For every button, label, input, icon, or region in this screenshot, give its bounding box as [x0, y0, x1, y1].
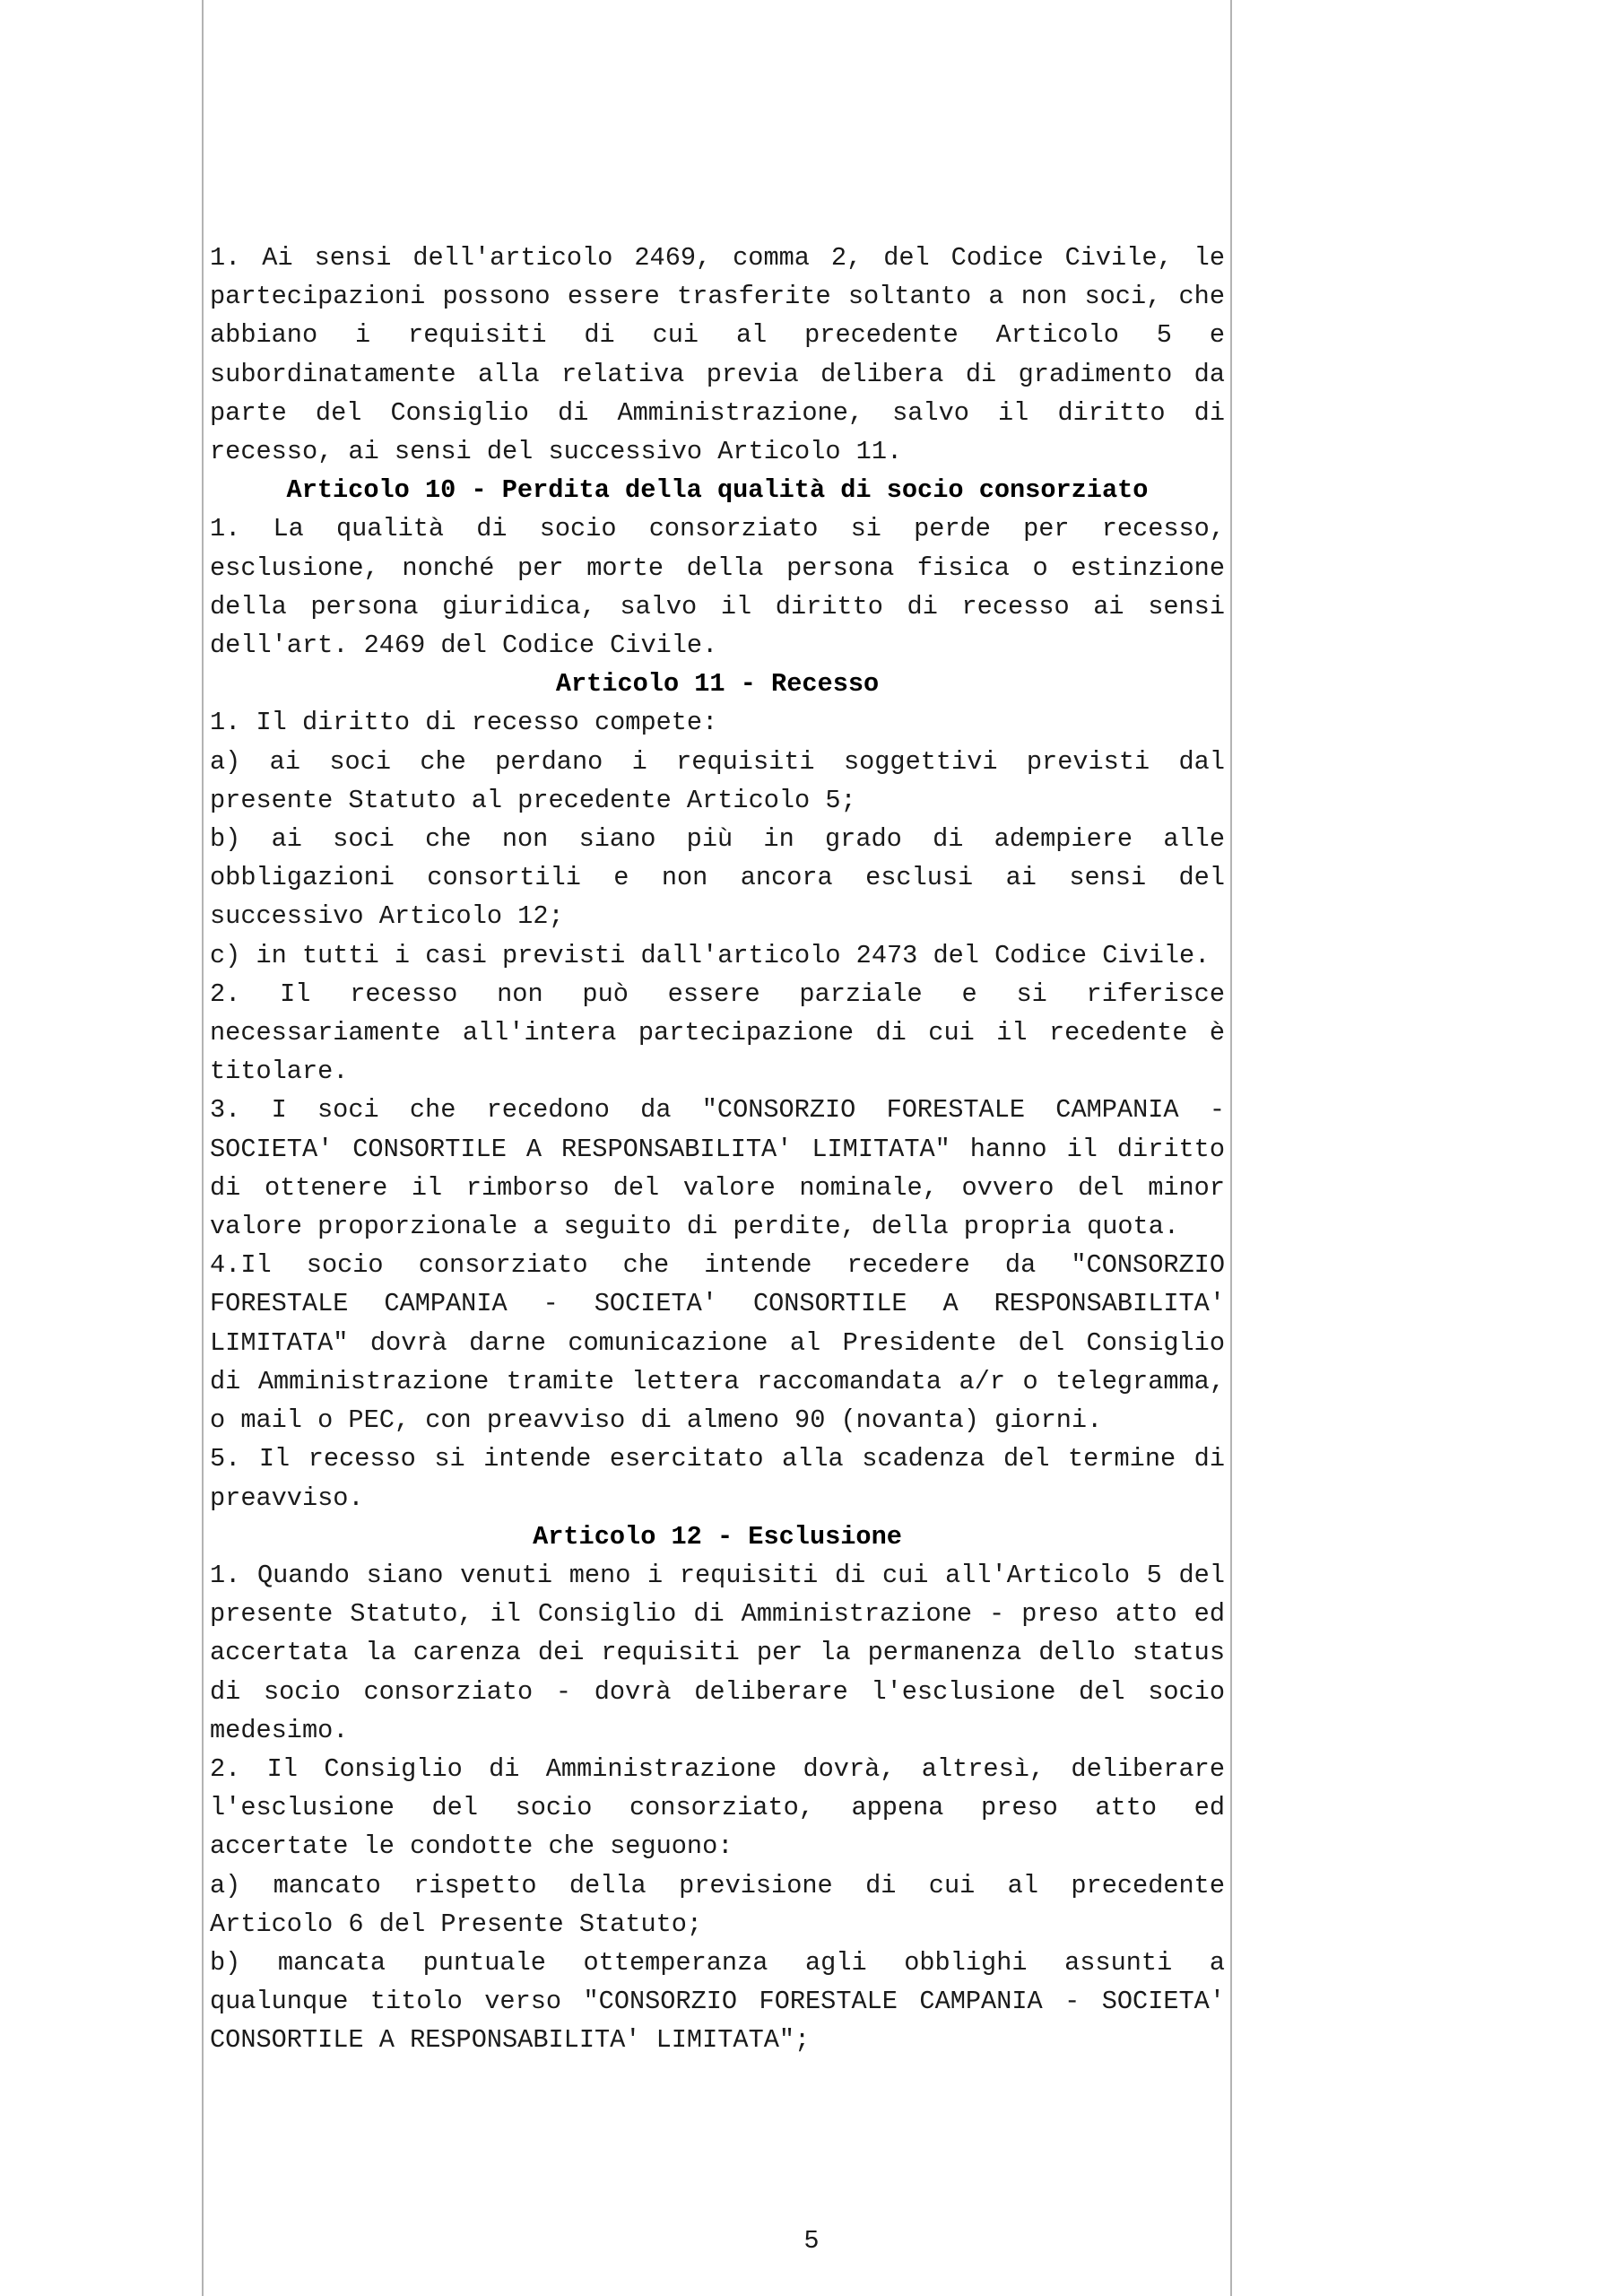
heading-articolo-12: Articolo 12 - Esclusione [533, 1521, 902, 1552]
heading-articolo-10: Articolo 10 - Perdita della qualità di socio consorziato [286, 475, 1149, 506]
paragraph-art10-1: 1. La qualità di socio consorziato si perde per recesso, esclusione, nonché per morte della persona fisica o estinzione della persona giuridica, salvo il diritto di recesso ai sensi dell'art. 2469 del Codice Civile. [210, 514, 1225, 661]
heading-articolo-11: Articolo 11 - Recesso [555, 669, 880, 700]
document-body [210, 239, 1225, 2060]
paragraph-art12-2: 2. Il Consiglio di Amministrazione dovrà, altresì, deliberare l'esclusione del socio consorziato, appena preso atto ed accertate le condotte che seguono: [210, 1753, 1225, 1862]
paragraph-art9-1: 1. Ai sensi dell'articolo 2469, comma 2, del Codice Civile, le partecipazioni possono essere trasferite soltanto a non soci, che abbiano i requisiti di cui al precedente Articolo 5 e subordinatamente alla relativa previa delibera di gradimento da parte del Consiglio di Amministrazione, salvo il diritto di recesso, ai sensi del successivo Articolo 11. [210, 243, 1225, 467]
paragraph-art11-2: 2. Il recesso non può essere parziale e si riferisce necessariamente all'intera partecipazione di cui il recedente è titolare. [210, 978, 1225, 1087]
paragraph-art11-1a: a) ai soci che perdano i requisiti soggettivi previsti dal presente Statuto al precedente Articolo 5; [210, 746, 1225, 815]
paragraph-art11-1b: b) ai soci che non siano più in grado di adempiere alle obbligazioni consortili e non ancora esclusi ai sensi del successivo Articolo 12; [210, 824, 1225, 932]
left-margin-line [202, 0, 204, 2296]
page-number: 5 [803, 2226, 820, 2256]
paragraph-art11-1c: c) in tutti i casi previsti dall'articolo 2473 del Codice Civile. [210, 940, 1211, 970]
paragraph-art11-3: 3. I soci che recedono da "CONSORZIO FORESTALE CAMPANIA - SOCIETA' CONSORTILE A RESPONSABILITA' LIMITATA" hanno il diritto di ottenere il rimborso del valore nominale, ovvero del minor valore proporzionale a seguito di perdite, della propria quota. [210, 1095, 1225, 1242]
paragraph-art12-2a: a) mancato rispetto della previsione di cui al precedente Articolo 6 del Presente Statuto; [210, 1870, 1225, 1939]
paragraph-art11-4: 4.Il socio consorziato che intende recedere da "CONSORZIO FORESTALE CAMPANIA - SOCIETA' CONSORTILE A RESPONSABILITA' LIMITATA" dovrà darne comunicazione al Presidente del Consiglio di Amministrazione tramite lettera raccomandata a/r o telegramma, o mail o PEC, con preavviso di almeno 90 (novanta) giorni. [210, 1250, 1225, 1436]
paragraph-art12-2b: b) mancata puntuale ottemperanza agli obblighi assunti a qualunque titolo verso "CONSORZIO FORESTALE CAMPANIA - SOCIETA' CONSORTILE A RESPONSABILITA' LIMITATA"; [210, 1947, 1225, 2056]
right-margin-line [1230, 0, 1232, 2296]
paragraph-art11-1: 1. Il diritto di recesso compete: [210, 708, 718, 738]
paragraph-art12-1: 1. Quando siano venuti meno i requisiti di cui all'Articolo 5 del presente Statuto, il Consiglio di Amministrazione - preso atto ed accertata la carenza dei requisiti per la permanenza dello status di socio consorziato - dovrà deliberare l'esclusione del socio medesimo. [210, 1560, 1225, 1745]
paragraph-art11-5: 5. Il recesso si intende esercitato alla scadenza del termine di preavviso. [210, 1444, 1225, 1513]
